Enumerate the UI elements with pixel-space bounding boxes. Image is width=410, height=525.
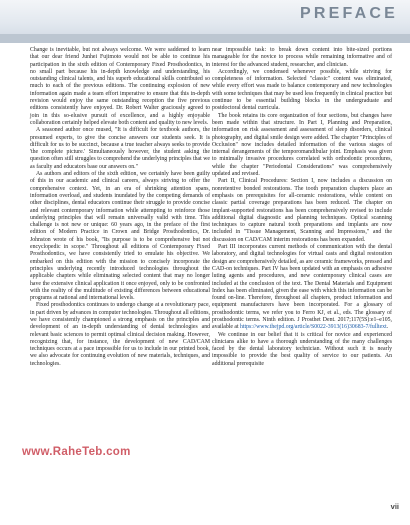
header-rule [0,34,410,43]
paragraph: We continue in our belief that it is critical for novice and experienced clinicians alike to have a thorough understanding of the many challenges faced by the dental laboratory technician. Without such it is nearly impossible to provide the best quality of service to our patients. An additional prerequisite [212,331,392,367]
left-column [30,47,210,368]
paragraph [212,244,392,332]
watermark: www.RaheTeb.com [22,446,131,458]
paragraph: Accordingly, we condensed whenever possible, while striving for completeness of information. Selected "classic" content was eliminated, while every effort was made to balance contemporary and new technologies with some techniques that may be used less frequently in clinical practice but continue to be essential building blocks in the undergraduate and postdoctoral dental curricula. [212,68,392,112]
paragraph: Part II, Clinical Procedures: Section I, now includes a discussion on nonretentive bonded restorations. The tooth preparation chapters place an emphasis on prerequisites for all-ceramic restorations, while content on classic partial coverage preparations has been reduced. The chapter on implant-supported restorations has been comprehensively revised to include additional digital diagnostic and planning techniques. Optical scanning techniques to capture natural tooth preparations and implants are now included in "Tissue Management, Scanning and Impressions," and the discussion on CAD/CAM interim restorations has been expanded. [212,178,392,243]
paragraph: As authors and editors of the sixth edition, we certainly have been guilty of this in our academic and clinical careers, always striving to offer the comprehensive context. Yet, in an era of shrinking attention spans, information overload, and students inundated by the competing demands of other disciplines, dental educators continue their struggle to provide concise and relevant contemporary information while attempting to reinforce those underlying principles that will remain universally valid with time. This challenge is not new or unique: 60 years ago, in the preface of the first edition of Modern Practice in Crown and Bridge Prosthodontics, Dr. Johnston wrote of his book, "Its purpose is to be comprehensive but not encyclopedic in scope." Throughout all editions of Contemporary Fixed Prosthodontics, we have consistently tried to emulate his objective. We embarked on this edition with the mission to concisely incorporate the principles underlying recently introduced technologies throughout the applicable chapters while eliminating selected content that may no longer have the extensive clinical application it once enjoyed, only to be confronted with the reality of the multitude of existing differences between educational programs at national and international levels. [30,171,210,302]
page-title: PREFACE [300,5,398,22]
paragraph: Fixed prosthodontics continues to undergo change at a revolutionary pace, in part driven by advances in computer technologies. Throughout all editions, we have consistently championed a strong emphasis on the principles and development of an in-depth understanding of dental technologies and relevant basic sciences to permit optimal clinical decision making. However, recognizing that, for instance, the development of new CAD/CAM techniques occurs at a pace impossible for us to include in our printed book, we also advocate for continuing evolution of new materials, techniques, and technologies. [30,302,210,367]
paragraph: A seasoned author once mused, "It is difficult for textbook authors, the presumed experts, to give the concise answers our students seek. It is difficult for us to be succinct, because a true teacher always seeks to provide 'the complete picture.' Simultaneously however, the student asking the question often still struggles to comprehend the underlying principles that we as faculty and educators base our answers on." [30,127,210,170]
right-column [212,47,392,368]
glossary-link[interactable]: https://www.thejpd.org/article/S0022-3913(16)30683-7/fulltext [240,324,387,331]
paragraph: near impossible task: to break down content into bite-sized portions manageable for the novice to process while remaining informative and of interest for the advanced student, researcher, and clinician. [212,47,392,68]
paragraph-text: Part III incorporates current methods of communication with the dental laboratory, and digital technologies for virtual casts and digital restoration design are comprehensively detailed, as are ceramic frameworks, pressed and CAD-on techniques. Part IV has been updated with an emphasis on adhesive luting agents and procedures, and new contemporary clinical cases are included at the conclusion of the text. The Dental Materials and Equipment Index has been eliminated, given the ease with which this information can be found on-line. Therefore, throughout all chapters, product information and equipment manufacturers have been incorporated. For a glossary of prosthodontic terms, we refer you to Ferro KJ, et al., eds. The glossary of prosthodontic terms. Ninth edition. J Prosthet Dent. 2017;117(5S):e1–e105, available at [212,244,392,331]
link-punctuation: . [386,324,389,331]
paragraph: Change is inevitable, but not always welcome. We were saddened to learn that our dear friend Junhei Fujimoto would not be able to continue his participation in the sixth edition of Contemporary Fixed Prosthodontics, in no small part because his in-depth knowledge and understanding, his outstanding clinical talents, and his superb educational skills contributed so much to each of the previous editions. The continuing explosion of new information again made a team effort imperative to ensure that this in-depth revision would enjoy the same outstanding reception the five previous editions consistently have enjoyed. Dr. Robert Walter graciously agreed to join in this so-elusive pursuit of excellence, and a highly enjoyable collaboration certainly helped elevate both content and quality to new levels. [30,47,210,126]
paragraph: The book retains its core organization of four sections, but changes have been made within that structure. In Part I, Planning and Preparation, information on risk assessment and assessment of sleep disorders, clinical photography, and digital smile design were added. The chapter "Principles of Occlusion" now includes detailed information of the various stages of internal derangements of the temporomandibular joint. Emphasis was given to minimally invasive procedures correlated with orthodontic procedures, while the chapter "Periodontal Considerations" was comprehensively updated and revised. [212,112,392,178]
page-number: vii [390,502,399,511]
